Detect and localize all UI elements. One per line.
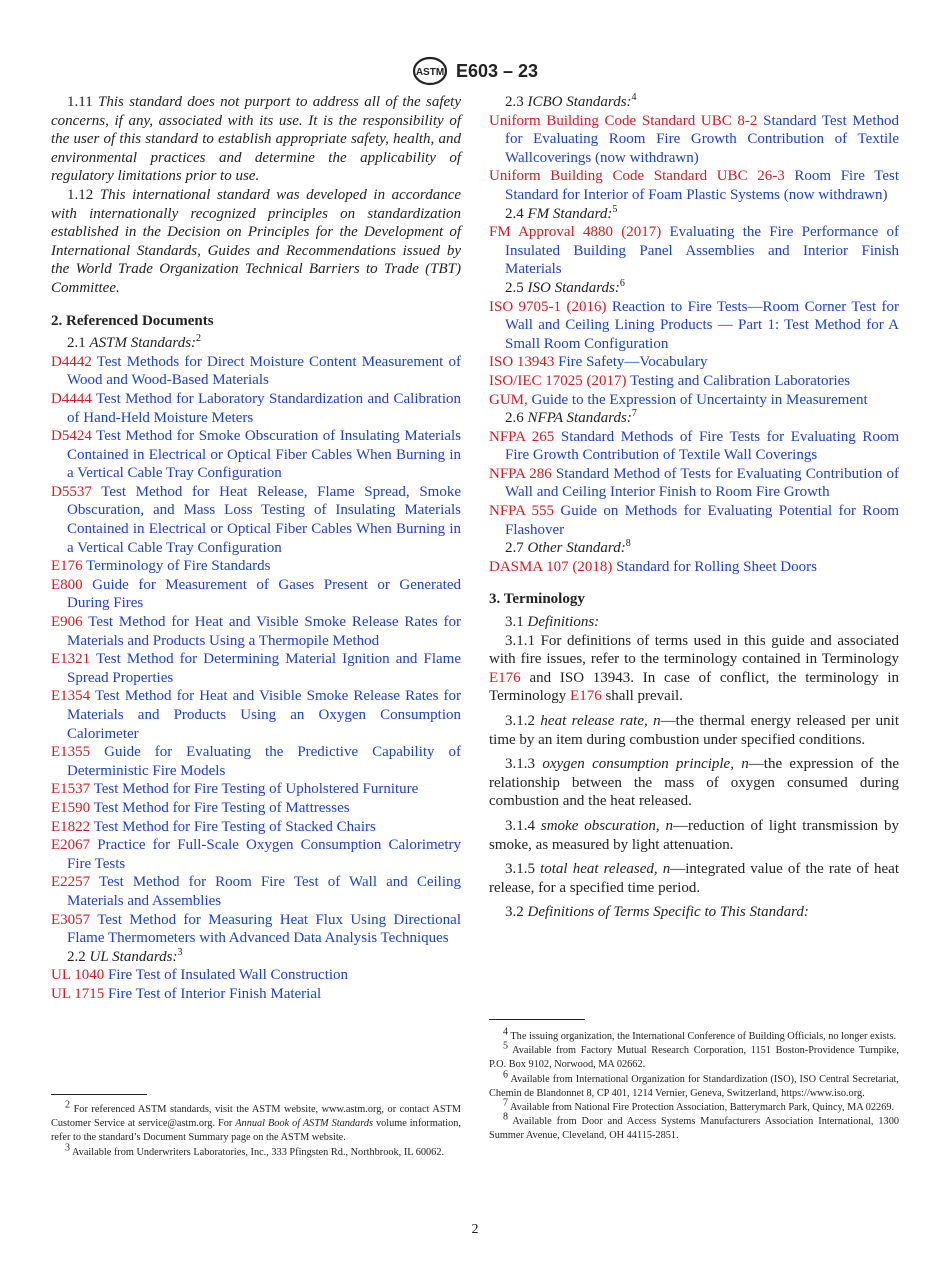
reference-e906: [51, 613, 461, 650]
ref-code-link[interactable]: E3057: [51, 911, 91, 928]
ref-code-link[interactable]: ISO 13943: [489, 354, 555, 371]
subsection-2-2: 2.2 UL Standards:$^3$: [67, 946, 183, 965]
ref-title-link[interactable]: Guide for Measurement of Gases Present or Generated During Fires: [67, 576, 461, 612]
ref-title-link[interactable]: Fire Test of Interior Finish Material: [107, 985, 322, 1002]
left-column: [51, 93, 461, 1004]
subsection-2-5: 2.5 ISO Standards:$^6$: [505, 277, 625, 296]
reference-e1590: [51, 799, 461, 818]
ul-reference-list: [51, 966, 461, 1003]
reference-e176: [51, 557, 461, 576]
svg-text:ASTM: ASTM: [415, 67, 445, 78]
fm-reference-list: [489, 223, 899, 279]
subsection-2-1: 2.1 ASTM Standards:$^2$: [67, 333, 202, 352]
subsection-3-1: 3.1 Definitions:: [505, 614, 600, 631]
reference-e1537: [51, 780, 461, 799]
iso-reference-list: [489, 298, 899, 410]
ref-link-e176[interactable]: E176: [489, 669, 521, 686]
ref-title-link[interactable]: Reaction to Fire Tests—Room Corner Test for Wall and Ceiling Lining Products — Part 1: Test Method for A Small Room Configuration: [505, 298, 900, 352]
ref-title-link[interactable]: Fire Safety—Vocabulary: [558, 354, 708, 371]
reference-d5424: [51, 427, 461, 483]
definition-3-1-2: 3.1.2 heat release rate, n—the thermal energy released per unit time by an item during combustion under specified conditions.: [489, 713, 900, 748]
ref-code-link[interactable]: NFPA 555: [489, 503, 555, 520]
reference-uniform-building-code-standard-ubc-26-3: [489, 167, 899, 204]
ref-title-link[interactable]: Test Method for Heat and Visible Smoke Release Rates for Materials and Products Using a Thermopile Method: [67, 614, 462, 649]
reference-e800: [51, 576, 461, 613]
reference-fm-approval-4880-2017: [489, 223, 899, 279]
ref-code-link[interactable]: E1321: [51, 651, 91, 668]
reference-iso-iec-17025-2017: [489, 372, 899, 391]
standard-designation: E603 – 23: [455, 60, 539, 81]
ref-title-link[interactable]: Standard Test Method for Evaluating Room Fire Growth Contribution of Textile Wallcoverings (now withdrawn): [505, 112, 899, 166]
ref-code-link[interactable]: UL 1715: [51, 985, 105, 1002]
ref-title-link[interactable]: Evaluating the Fire Performance of Insulated Building Panel Assemblies and Interior Finish Materials: [505, 224, 900, 278]
right-footnotes: [489, 1026, 899, 1144]
astm-reference-list: [51, 353, 461, 948]
ref-code-link[interactable]: NFPA 265: [489, 428, 555, 445]
reference-e2067: [51, 836, 461, 873]
ref-code-link[interactable]: ISO/IEC 17025 (2017): [489, 372, 627, 389]
nfpa-reference-list: [489, 428, 899, 540]
left-footnotes: [51, 1099, 462, 1160]
reference-e1822: [51, 818, 461, 837]
reference-gum: [489, 391, 899, 410]
footnote-divider: [51, 1094, 147, 1095]
footnote-divider: [489, 1019, 585, 1020]
footnote-2: $^2$ For referenced ASTM standards, visit the ASTM website, www.astm.org, or contact ASTM Customer Service at service@astm.org. For Annual Book of ASTM Standards volume information, refer to the standard’s Document Summary page on the ASTM website.: [51, 1099, 462, 1144]
ref-title-link[interactable]: Fire Test of Insulated Wall Construction: [107, 967, 349, 984]
footnote-5: $^5$ Available from Factory Mutual Research Corporation, 1151 Boston-Providence Turnpike, P.O. Box 9102, Norwood, MA 02662.: [489, 1040, 899, 1071]
ref-code-link[interactable]: E1355: [51, 744, 91, 761]
page-number: 2: [471, 1222, 479, 1237]
definition-3-1-3: 3.1.3 oxygen consumption principle, n—the expression of the relationship between the mass of oxygen consumed during combustion and the heat released.: [489, 756, 899, 810]
subsection-2-7: 2.7 Other Standard:$^8$: [505, 538, 631, 557]
ref-code-link[interactable]: E1354: [51, 688, 91, 705]
definition-3-1-1: 3.1.1 For definitions of terms used in this guide and associated with fire issues, refer to the terminology contained in Terminology E176 and ISO 13943. In case of conflict, the terminology in Terminology E176 shall prevail.: [489, 632, 900, 705]
definition-3-1-5: 3.1.5 total heat released, n—integrated value of the rate of heat release, for a specified time period.: [489, 861, 900, 896]
ref-title-link[interactable]: Guide for Evaluating the Predictive Capability of Deterministic Fire Models: [67, 744, 461, 779]
other-reference-list: [489, 558, 899, 577]
subsection-2-4: 2.4 FM Standard:$^5$: [505, 203, 618, 222]
right-column: [489, 93, 899, 922]
reference-ul-1715: [51, 985, 461, 1004]
ref-title-link[interactable]: Test Method for Smoke Obscuration of Insulating Materials Contained in Electrical or Optical Fiber Cables When Burning in a Vertical Cable Tray Configuration: [67, 428, 461, 482]
ref-title-link[interactable]: Testing and Calibration Laboratories: [629, 372, 851, 389]
ref-title-link[interactable]: Test Method for Measuring Heat Flux Using Directional Flame Thermometers with Advanced Data Analysis Techniques: [67, 911, 461, 947]
icbo-reference-list: [489, 112, 899, 205]
footnote-3: $^3$ Available from Underwriters Laboratories, Inc., 333 Pfingsten Rd., Northbrook, IL 60062.: [65, 1142, 445, 1158]
ref-code-link[interactable]: GUM,: [489, 391, 528, 408]
reference-e3057: [51, 911, 461, 948]
ref-code-link[interactable]: NFPA 286: [489, 465, 552, 482]
ref-code-link[interactable]: E800: [51, 576, 83, 593]
reference-d4444: [51, 390, 461, 427]
page-header: [0, 56, 950, 86]
ref-title-link[interactable]: Test Method for Fire Testing of Stacked Chairs: [93, 818, 376, 835]
ref-title-link[interactable]: Practice for Full-Scale Oxygen Consumption Calorimetry Fire Tests: [67, 837, 461, 872]
reference-e1321: [51, 650, 461, 687]
ref-code-link[interactable]: E2257: [51, 874, 91, 891]
section-2-title: 2. Referenced Documents: [51, 312, 214, 329]
ref-link-e176[interactable]: E176: [570, 688, 602, 705]
ref-code-link[interactable]: E2067: [51, 837, 91, 854]
reference-e1355: [51, 743, 461, 780]
reference-nfpa-555: [489, 502, 899, 539]
ref-title-link[interactable]: Terminology of Fire Standards: [86, 558, 271, 575]
ref-code-link[interactable]: FM Approval 4880 (2017): [489, 224, 662, 241]
ref-title-link[interactable]: Standard Methods of Fire Tests for Evaluating Room Fire Growth Contribution of Textile Wall Coverings: [505, 428, 900, 464]
subsection-2-6: 2.6 NFPA Standards:$^7$: [505, 408, 637, 427]
ref-title-link[interactable]: Test Method for Laboratory Standardization and Calibration of Hand-Held Moisture Meters: [67, 390, 461, 426]
ref-code-link[interactable]: UL 1040: [51, 967, 105, 984]
footnote-4: $^4$ The issuing organization, the International Conference of Building Officials, no longer exists.: [503, 1026, 897, 1042]
reference-e2257: [51, 873, 461, 910]
ref-title-link[interactable]: Room Fire Test Standard for Interior of Foam Plastic Systems (now withdrawn): [505, 168, 900, 203]
footnote-8: $^8$ Available from Door and Access Systems Manufacturers Association International, 1300 Summer Avenue, Cleveland, OH 44115-2851.: [489, 1111, 899, 1142]
ref-title-link[interactable]: Test Methods for Direct Moisture Content Measurement of Wood and Wood-Based Materials: [67, 353, 461, 389]
definition-3-1-4: 3.1.4 smoke obscuration, n—reduction of light transmission by smoke, as measured by light attenuation.: [489, 817, 900, 853]
ref-code-link[interactable]: D5537: [51, 483, 92, 500]
ref-code-link[interactable]: D4444: [51, 390, 92, 407]
para-1-11: 1.11 This standard does not purport to address all of the safety concerns, if any, associated with its use. It is the responsibility of the user of this standard to establish appropriate safety, health, and environmental practices and determine the applicability of regulatory limitations prior to use.: [51, 94, 462, 185]
ref-title-link[interactable]: Test Method for Room Fire Test of Wall and Ceiling Materials and Assemblies: [67, 874, 461, 909]
ref-code-link[interactable]: D5424: [51, 428, 92, 445]
ref-title-link[interactable]: Test Method for Heat and Visible Smoke Release Rates for Materials and Products Using an Oxygen Consumption Calorimeter: [67, 688, 462, 742]
ref-title-link[interactable]: Guide to the Expression of Uncertainty in Measurement: [531, 391, 868, 408]
para-1-12: 1.12 This international standard was developed in accordance with internationally recognized principles on standardization established in the Decision on Principles for the Development of International Standards, Guides and Recommendations issued by the World Trade Organization Technical Barriers to Trade (TBT) Committee.: [51, 186, 462, 296]
ref-title-link[interactable]: Test Method for Determining Material Ignition and Flame Spread Properties: [67, 651, 461, 686]
reference-ul-1040: [51, 966, 461, 985]
subsection-3-2: 3.2 Definitions of Terms Specific to This Standard:: [505, 904, 809, 921]
ref-title-link[interactable]: Guide on Methods for Evaluating Potential for Room Flashover: [505, 503, 899, 538]
reference-iso-9705-1-2016: [489, 298, 899, 354]
ref-code-link[interactable]: DASMA 107 (2018): [489, 558, 613, 575]
reference-uniform-building-code-standard-ubc-8-2: [489, 112, 899, 168]
ref-code-link[interactable]: E176: [51, 558, 83, 575]
section-3-title: 3. Terminology: [489, 591, 585, 608]
reference-nfpa-286: [489, 465, 899, 502]
ref-code-link[interactable]: E906: [51, 614, 83, 631]
reference-d4442: [51, 353, 461, 390]
astm-logo-icon: [412, 56, 448, 86]
ref-code-link[interactable]: ISO 9705-1 (2016): [489, 298, 607, 315]
reference-iso-13943: [489, 353, 899, 372]
ref-code-link[interactable]: Uniform Building Code Standard UBC 8-2: [489, 112, 758, 129]
ref-code-link[interactable]: E1590: [51, 799, 91, 816]
subsection-2-3: 2.3 ICBO Standards:$^4$: [505, 92, 637, 110]
footnote-6: $^6$ Available from International Organization for Standardization (ISO), ISO Central Secretariat, Chemin de Blandonnet 8, CP 401, 1214 Vernier, Geneva, Switzerland, https://www.iso.org.: [489, 1069, 899, 1099]
reference-d5537: [51, 483, 461, 557]
ref-code-link[interactable]: E1537: [51, 781, 91, 798]
ref-code-link[interactable]: E1822: [51, 818, 91, 835]
reference-nfpa-265: [489, 428, 899, 465]
footnote-7: $^7$ Available from National Fire Protection Association, Batterymarch Park, Quincy, MA 02269.: [503, 1097, 895, 1114]
ref-title-link[interactable]: Test Method for Fire Testing of Upholstered Furniture: [93, 781, 419, 798]
ref-code-link[interactable]: Uniform Building Code Standard UBC 26-3: [489, 168, 785, 185]
ref-title-link[interactable]: Test Method for Fire Testing of Mattresses: [93, 799, 350, 816]
ref-title-link[interactable]: Standard for Rolling Sheet Doors: [616, 558, 817, 575]
ref-title-link[interactable]: Test Method for Heat Release, Flame Spread, Smoke Obscuration, and Mass Loss Testing of Insulating Materials Contained in Electrical or Optical Fiber Cables When Burning in a Vertical Cable Tray Configuration: [67, 483, 462, 556]
reference-e1354: [51, 687, 461, 743]
ref-code-link[interactable]: D4442: [51, 353, 92, 370]
reference-dasma-107-2018: [489, 558, 899, 577]
ref-title-link[interactable]: Standard Method of Tests for Evaluating Contribution of Wall and Ceiling Interior Finish to Room Fire Growth: [505, 465, 899, 501]
